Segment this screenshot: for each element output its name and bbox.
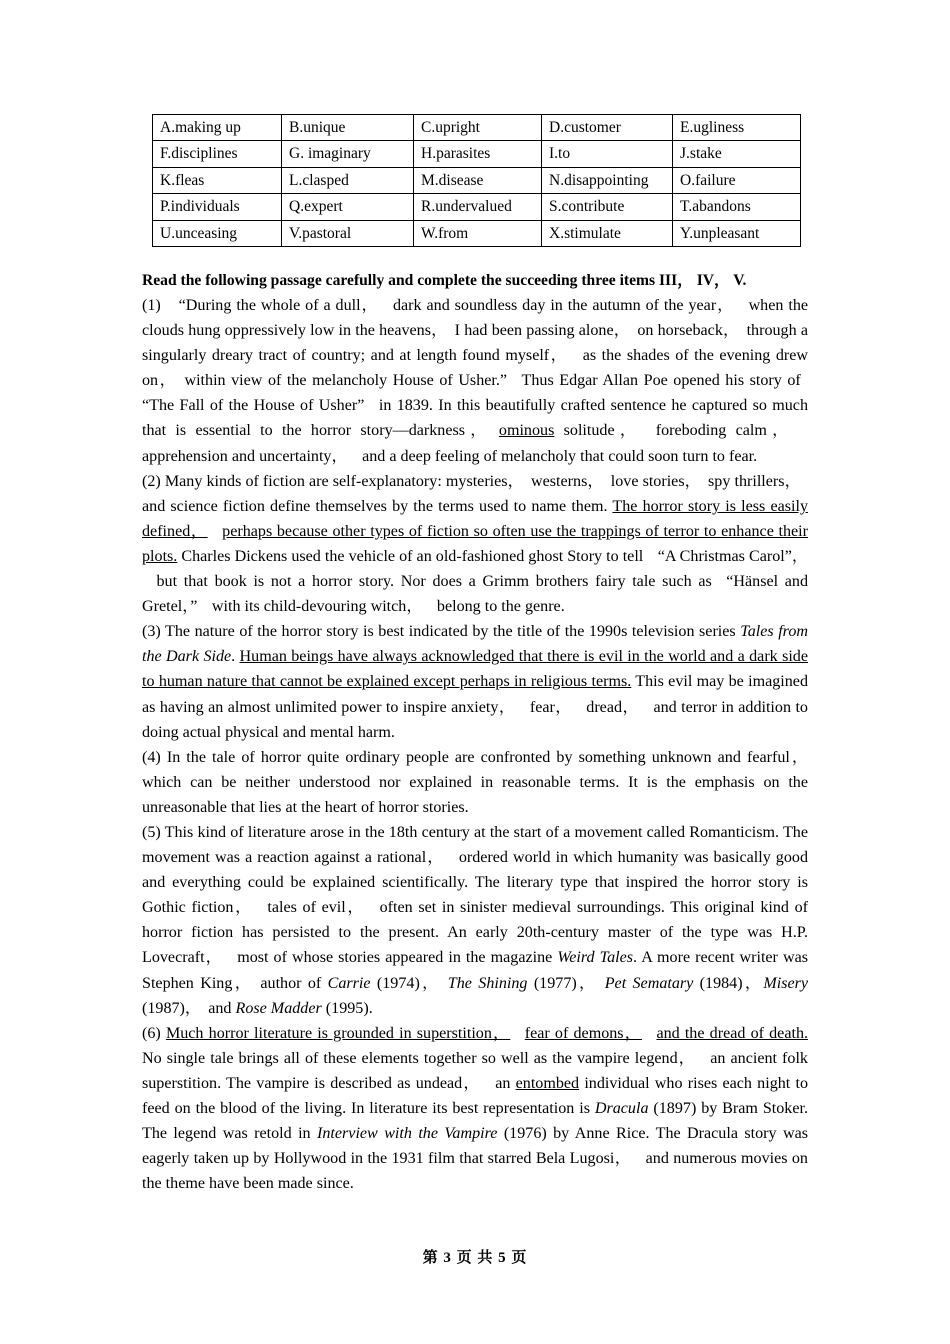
p2-seg-g: Charles Dickens used the vehicle of an old-fashioned ghost Story to tell — [177, 547, 644, 565]
p3-seg-h: and terror in addition to doing actual physical and mental harm. — [142, 698, 808, 741]
p1-seg-d: I had been passing alone， — [454, 322, 631, 340]
passage-paragraph-5 — [142, 820, 808, 1021]
p1-seg-j: “The Fall of the House of Usher” — [142, 397, 365, 415]
p5-seg-d: often set in sinister medieval surroundings. This original kind of horror fiction has persisted to the present. An early 20th-century master of the type was H.P. Lovecraft， — [142, 899, 808, 967]
p6-seg-g: individual who rises each night to feed on the blood of the living. In literature its best representation is — [142, 1074, 808, 1117]
p5-seg-q: and — [208, 999, 236, 1017]
word-bank-cell: Q.expert — [282, 194, 414, 220]
table-row — [153, 141, 801, 167]
p5-seg-g: . A more recent writer was Stephen King， — [142, 949, 808, 992]
p5-italic-rose-madder: Rose Madder — [235, 999, 322, 1017]
p1-seg-c: when the clouds hung oppressively low in the heavens， — [142, 297, 809, 340]
word-bank-cell: S.contribute — [542, 194, 673, 220]
p5-seg-e: most of whose stories appeared in the magazine — [237, 949, 558, 967]
p2-seg-j: “Hänsel and Gretel，” — [142, 573, 808, 616]
word-bank-cell: A.making up — [153, 115, 282, 141]
p5-seg-n: (1984)， — [693, 974, 764, 992]
p5-seg-a: (5) This kind of literature arose in the 18th century at the start of a movement called Romanticism. The movement was a reaction against a rational， — [142, 823, 808, 867]
p5-seg-p: (1987)， — [142, 999, 201, 1017]
p5-italic-misery: Misery — [763, 974, 809, 992]
p1-seg-e: on horseback， — [637, 322, 740, 340]
page-footer: 第 3 页 共 5 页 — [422, 1250, 528, 1266]
p2-seg-c: love stories， — [610, 472, 701, 490]
word-bank-cell: G. imaginary — [282, 141, 414, 167]
p3-seg-a: (3) The nature of the horror story is best indicated by the title of the 1990s television series — [142, 623, 741, 641]
word-bank-cell: N.disappointing — [542, 167, 673, 193]
p6-seg-k: (1976) by Anne Rice. The Dracula story was eagerly taken up by Hollywood in the 1931 film that starred Bela Lugosi， — [142, 1125, 808, 1168]
p6-seg-d: an ancient folk superstition. The vampire is described as undead， — [142, 1049, 808, 1092]
word-bank-cell: K.fleas — [153, 167, 282, 193]
p6-underlined-part2: fear of demons， — [524, 1024, 642, 1042]
word-bank-cell: M.disease — [414, 167, 542, 193]
p6-italic-interview-vampire: Interview with the Vampire — [317, 1125, 498, 1143]
p2-underlined-part2: perhaps because other types of fiction so often use the trappings of terror to enhance their plots. — [142, 522, 809, 565]
p3-seg-f: fear， — [529, 698, 572, 716]
word-bank-cell: W.from — [414, 220, 542, 246]
p5-italic-weird-tales: Weird Tales — [557, 949, 634, 967]
p6-seg-c: No single tale brings all of these elements together so well as the vampire legend， — [142, 1049, 696, 1067]
p3-seg-e: This evil may be imagined as having an almost unlimited power to inspire anxiety， — [142, 673, 808, 716]
word-bank-cell: E.ugliness — [673, 115, 801, 141]
p2-seg-k: with its child-devouring witch， — [211, 598, 423, 616]
p2-underlined-part1: The horror story is less easily defined， — [142, 497, 808, 540]
table-row — [153, 194, 801, 220]
word-bank-cell: X.stimulate — [542, 220, 673, 246]
passage-body — [142, 268, 808, 1196]
p1-seg-b: dark and soundless day in the autumn of the year， — [392, 297, 735, 314]
p1-seg-g: as the shades of the evening drew on， — [142, 347, 808, 390]
word-bank-table — [152, 114, 801, 247]
p2-seg-d: spy thrillers， — [708, 472, 801, 490]
word-bank-cell: P.individuals — [153, 194, 282, 220]
p6-seg-l: and numerous movies on the theme have been made since. — [142, 1150, 808, 1193]
word-bank-cell: H.parasites — [414, 141, 542, 167]
p1-seg-i: Thus Edgar Allan Poe opened his story of — [521, 372, 801, 390]
table-row — [153, 115, 801, 141]
p1-underlined-ominous: ominous — [498, 422, 555, 440]
word-bank-cell: B.unique — [282, 115, 414, 141]
p3-underlined-sentence: Human beings have always acknowledged that there is evil in the world and a dark side to human nature that cannot be explained except perhaps in religious terms. — [142, 648, 808, 691]
passage-paragraph-2 — [142, 469, 808, 620]
p5-italic-the-shining: The Shining — [447, 974, 528, 992]
p1-seg-h: within view of the melancholy House of Usher.” — [184, 372, 508, 390]
p2-seg-a: (2) Many kinds of fiction are self-explanatory: mysteries， — [142, 472, 524, 490]
p2-seg-h: “A Christmas Carol”， — [657, 547, 808, 565]
word-bank-cell: F.disciplines — [153, 141, 282, 167]
word-bank-cell: L.clasped — [282, 167, 414, 193]
p3-italic-title: Tales from the Dark Side — [142, 623, 809, 666]
p5-seg-l: (1977)， — [527, 974, 598, 992]
word-bank-cell: O.failure — [673, 167, 801, 193]
p6-seg-a: (6) — [142, 1024, 166, 1042]
passage-paragraph-3 — [142, 619, 808, 744]
p1-seg-a: (1) “During the whole of a dull， — [142, 297, 379, 314]
p1-seg-f: through a singularly dreary tract of country; and at length found myself， — [142, 322, 808, 365]
word-bank-cell: U.unceasing — [153, 220, 282, 246]
p2-seg-l: belong to the genre. — [436, 598, 565, 616]
p2-seg-e: and science fiction define themselves by the terms used to name them. — [142, 497, 613, 515]
p6-seg-i: (1897) by Bram Stoker. The legend was retold in — [142, 1100, 808, 1143]
p3-seg-g: dread， — [586, 698, 639, 716]
passage-instruction: Read the following passage carefully and complete the succeeding three items III， IV， V. — [142, 272, 747, 289]
p6-underlined-entombed: entombed — [515, 1074, 580, 1092]
passage-paragraph-4 — [142, 745, 808, 820]
p1-seg-o: apprehension and uncertainty， — [142, 447, 348, 465]
p2-seg-b: westerns， — [531, 472, 604, 490]
p5-italic-carrie: Carrie — [327, 974, 371, 992]
p3-seg-c: . — [231, 648, 240, 666]
p6-seg-e: an — [495, 1074, 516, 1092]
word-bank-cell: D.customer — [542, 115, 673, 141]
p5-seg-c: tales of evil， — [267, 899, 366, 917]
word-bank-cell: R.undervalued — [414, 194, 542, 220]
passage-paragraph-1 — [142, 293, 808, 469]
word-bank-cell: C.upright — [414, 115, 542, 141]
word-bank-cell: I.to — [542, 141, 673, 167]
word-bank-cell: Y.unpleasant — [673, 220, 801, 246]
p5-seg-s: (1995). — [321, 999, 373, 1017]
p1-seg-n: foreboding calm， — [655, 422, 794, 440]
p6-underlined-part3: and the dread of death. — [656, 1024, 809, 1042]
p1-seg-k: in 1839. In this beautifully crafted sentence he captured so much that is essential to the horror story—darkness， — [142, 397, 808, 440]
p6-italic-dracula: Dracula — [594, 1100, 649, 1117]
word-bank-table-container — [152, 114, 800, 247]
word-bank-cell: V.pastoral — [282, 220, 414, 246]
p4-seg-b: which can be neither understood nor explained in reasonable terms. It is the emphasis on the unreasonable that lies at the heart of horror stories. — [142, 773, 808, 816]
p2-seg-i: but that book is not a horror story. Nor does a Grimm brothers fairy tale such as — [156, 573, 712, 591]
table-row — [153, 220, 801, 246]
word-bank-cell: J.stake — [673, 141, 801, 167]
p5-seg-h: author of — [260, 974, 328, 992]
p5-italic-pet-sematary: Pet Sematary — [604, 974, 694, 992]
passage-paragraph-6 — [142, 1021, 808, 1197]
p5-seg-j: (1974)， — [370, 974, 441, 992]
p1-seg-p: and a deep feeling of melancholy that could soon turn to fear. — [362, 447, 758, 465]
p1-seg-m: solitude， — [554, 422, 642, 440]
p4-seg-a: (4) In the tale of horror quite ordinary people are confronted by something unknown and fearful， — [142, 748, 808, 766]
p6-underlined-part1: Much horror literature is grounded in superstition， — [165, 1024, 511, 1042]
p5-seg-b: ordered world in which humanity was basically good and everything could be explained scientifically. The literary type that inspired the horror story is Gothic fiction， — [142, 849, 808, 917]
table-row — [153, 167, 801, 193]
word-bank-cell: T.abandons — [673, 194, 801, 220]
